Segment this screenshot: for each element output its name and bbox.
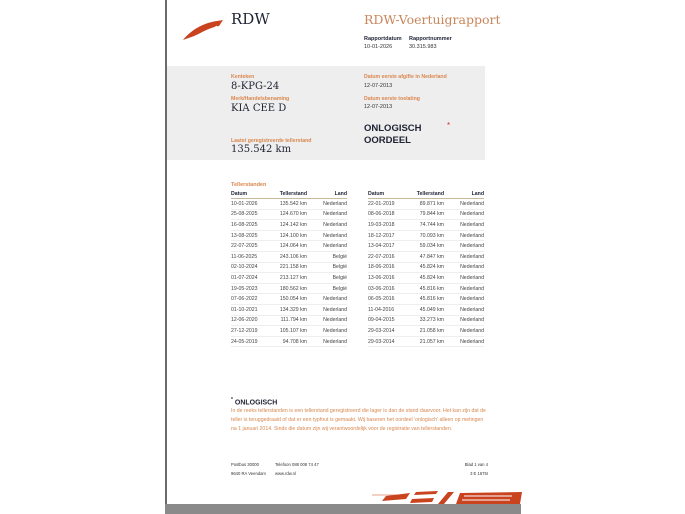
cell-date: 22-01-2019: [368, 199, 413, 210]
cell-reading: 221.158 km: [276, 262, 307, 273]
cell-reading: 45.816 km: [413, 283, 444, 294]
odometer-table-right: [368, 190, 484, 347]
cell-date: 11-06-2025: [231, 251, 276, 262]
cell-country: Nederland: [444, 262, 484, 273]
footer-page: Blad 1 van 4: [464, 462, 488, 467]
footer-code: 3 E 1675I: [470, 471, 488, 476]
brand-name: RDW: [231, 10, 270, 28]
report-title: RDW-Voertuigrapport: [364, 12, 501, 27]
cell-country: Nederland: [444, 220, 484, 231]
cell-date: 19-03-2018: [368, 220, 413, 231]
cell-date: 22-07-2025: [231, 241, 276, 252]
table-row: [368, 220, 484, 231]
cell-country: Nederland: [307, 304, 347, 315]
table-row: [368, 326, 484, 337]
table-row: [231, 209, 347, 220]
note-heading: [231, 397, 277, 406]
table-row: [368, 336, 484, 347]
cell-reading: 45.824 km: [413, 273, 444, 284]
cell-date: 01-10-2021: [231, 304, 276, 315]
cell-reading: 21.057 km: [413, 336, 444, 347]
cell-date: 16-08-2025: [231, 220, 276, 231]
cell-country: Nederland: [444, 315, 484, 326]
cell-country: Nederland: [444, 304, 484, 315]
table-row: [368, 273, 484, 284]
report-number-label: Rapportnummer: [409, 36, 452, 42]
odometer-label: Laatst geregistreerde tellerstand: [231, 138, 312, 144]
cell-date: 01-07-2024: [231, 273, 276, 284]
cell-date: 29-03-2014: [368, 326, 413, 337]
cell-date: 13-04-2017: [368, 241, 413, 252]
cell-country: Nederland: [307, 315, 347, 326]
table-row: [368, 251, 484, 262]
first-admission-value: 12-07-2013: [364, 104, 393, 110]
note-marker: *: [231, 397, 233, 403]
table-row: [231, 241, 347, 252]
cell-reading: 105.107 km: [276, 326, 307, 337]
cell-date: 09-04-2015: [368, 315, 413, 326]
cell-date: 18-12-2017: [368, 230, 413, 241]
table-row: [231, 336, 347, 347]
table-row: [231, 294, 347, 305]
cell-country: Nederland: [444, 251, 484, 262]
cell-country: Nederland: [307, 220, 347, 231]
footer-postbus: Postbus 30000: [231, 462, 259, 467]
plate-label: Kenteken: [231, 74, 255, 80]
col-date: Datum: [368, 190, 413, 199]
table-row: [231, 251, 347, 262]
cell-date: 18-06-2016: [368, 262, 413, 273]
table-row: [231, 326, 347, 337]
table-header: [231, 190, 347, 199]
table-row: [368, 209, 484, 220]
table-row: [231, 283, 347, 294]
table-row: [368, 262, 484, 273]
note-text: In de reeks tellerstanden is een tellerstand geregistreerd die lager is dan de stand daarvoor. Het kan zijn dat de teller is teruggedraaid of dat er een typfout is gemaakt. Wij baseren het oordeel 'onlogisch' alleen op metingen na 1 januari 2014. Sinds die datum zijn wij verantwoordelijk voor de registratie van tellerstanden.: [231, 408, 486, 432]
cell-date: 13-06-2016: [368, 273, 413, 284]
cell-reading: 124.142 km: [276, 220, 307, 231]
cell-date: 03-06-2016: [368, 283, 413, 294]
table-row: [368, 241, 484, 252]
cell-country: Nederland: [307, 209, 347, 220]
cell-country: Nederland: [444, 209, 484, 220]
cell-country: Nederland: [307, 199, 347, 210]
cell-country: Nederland: [307, 326, 347, 337]
table-row: [368, 304, 484, 315]
cell-country: Nederland: [444, 241, 484, 252]
col-reading: Tellerstand: [276, 190, 307, 199]
cell-reading: 243.106 km: [276, 251, 307, 262]
footer-website[interactable]: www.rdw.nl: [275, 471, 296, 476]
make-value: KIA CEE D: [231, 103, 287, 114]
cell-country: Nederland: [444, 326, 484, 337]
table-header: [368, 190, 484, 199]
report-date-label: Rapportdatum: [364, 36, 402, 42]
cell-date: 24-05-2019: [231, 336, 276, 347]
cell-reading: 45.824 km: [413, 262, 444, 273]
cell-country: Nederland: [444, 230, 484, 241]
cell-country: België: [307, 273, 347, 284]
cell-date: 11-04-2016: [368, 304, 413, 315]
odometer-table-title: Tellerstanden: [231, 182, 267, 188]
first-admission-label: Datum eerste toelating: [364, 96, 420, 102]
verdict-line-2: OORDEEL: [364, 135, 411, 146]
report-number: 30.315.983: [409, 44, 437, 50]
table-row: [368, 283, 484, 294]
cell-country: België: [307, 283, 347, 294]
cell-country: België: [307, 251, 347, 262]
cell-date: 10-01-2026: [231, 199, 276, 210]
cell-date: 27-12-2019: [231, 326, 276, 337]
col-reading: Tellerstand: [413, 190, 444, 199]
cell-country: Nederland: [444, 199, 484, 210]
table-row: [231, 230, 347, 241]
cell-date: 29-03-2014: [368, 336, 413, 347]
cell-reading: 89.871 km: [413, 199, 444, 210]
table-row: [368, 230, 484, 241]
cell-date: 13-08-2025: [231, 230, 276, 241]
cell-reading: 134.329 km: [276, 304, 307, 315]
cell-country: Nederland: [444, 336, 484, 347]
first-nl-label: Datum eerste afgifte in Nederland: [364, 74, 447, 80]
table-row: [368, 294, 484, 305]
table-row: [231, 262, 347, 273]
cell-reading: 74.744 km: [413, 220, 444, 231]
cell-reading: 124.100 km: [276, 230, 307, 241]
col-country: Land: [444, 190, 484, 199]
cell-reading: 33.273 km: [413, 315, 444, 326]
cell-reading: 47.847 km: [413, 251, 444, 262]
rdw-logo-icon: [183, 18, 225, 42]
cell-country: Nederland: [444, 294, 484, 305]
table-row: [231, 273, 347, 284]
cell-reading: 180.562 km: [276, 283, 307, 294]
cell-country: Nederland: [307, 241, 347, 252]
cell-date: 19-05-2023: [231, 283, 276, 294]
cell-reading: 213.127 km: [276, 273, 307, 284]
rdw-stripes-icon: [372, 490, 522, 506]
cell-reading: 21.058 km: [413, 326, 444, 337]
cell-country: Nederland: [444, 273, 484, 284]
table-row: [231, 304, 347, 315]
cell-date: 08-06-2018: [368, 209, 413, 220]
cell-country: Nederland: [307, 230, 347, 241]
cell-country: België: [307, 262, 347, 273]
verdict-line-1: ONLOGISCH: [364, 123, 422, 134]
table-row: [368, 315, 484, 326]
table-row: [368, 199, 484, 210]
cell-reading: 111.794 km: [276, 315, 307, 326]
cell-reading: 45.816 km: [413, 294, 444, 305]
cell-reading: 124.670 km: [276, 209, 307, 220]
plate-value: 8-KPG-24: [231, 81, 280, 92]
cell-reading: 45.049 km: [413, 304, 444, 315]
cell-reading: 59.034 km: [413, 241, 444, 252]
make-label: Merk/Handelsbenaming: [231, 96, 290, 102]
verdict: [364, 123, 422, 147]
verdict-asterisk: *: [447, 121, 451, 130]
cell-reading: 79.844 km: [413, 209, 444, 220]
cell-reading: 150.054 km: [276, 294, 307, 305]
table-row: [231, 199, 347, 210]
first-nl-value: 12-07-2013: [364, 83, 393, 89]
cell-reading: 135.542 km: [276, 199, 307, 210]
cell-reading: 70.093 km: [413, 230, 444, 241]
note-heading-text: ONLOGISCH: [234, 399, 278, 407]
footer-phone: Telefoon 088 008 74 47: [275, 462, 319, 467]
col-date: Datum: [231, 190, 276, 199]
cell-date: 22-07-2016: [368, 251, 413, 262]
table-row: [231, 220, 347, 231]
cell-date: 25-08-2025: [231, 209, 276, 220]
cell-reading: 94.708 km: [276, 336, 307, 347]
odometer-table-left: [231, 190, 347, 347]
report-date: 10-01-2026: [364, 44, 393, 50]
odometer-value: 135.542 km: [231, 144, 292, 155]
footer-address: 9640 RA Veendam: [231, 471, 266, 476]
cell-country: Nederland: [307, 336, 347, 347]
cell-date: 06-05-2016: [368, 294, 413, 305]
vehicle-summary-panel: [167, 66, 485, 160]
cell-country: Nederland: [307, 294, 347, 305]
cell-country: Nederland: [444, 283, 484, 294]
cell-date: 12-06-2020: [231, 315, 276, 326]
table-row: [231, 315, 347, 326]
col-country: Land: [307, 190, 347, 199]
cell-date: 07-06-2022: [231, 294, 276, 305]
cell-reading: 124.064 km: [276, 241, 307, 252]
cell-date: 02-10-2024: [231, 262, 276, 273]
